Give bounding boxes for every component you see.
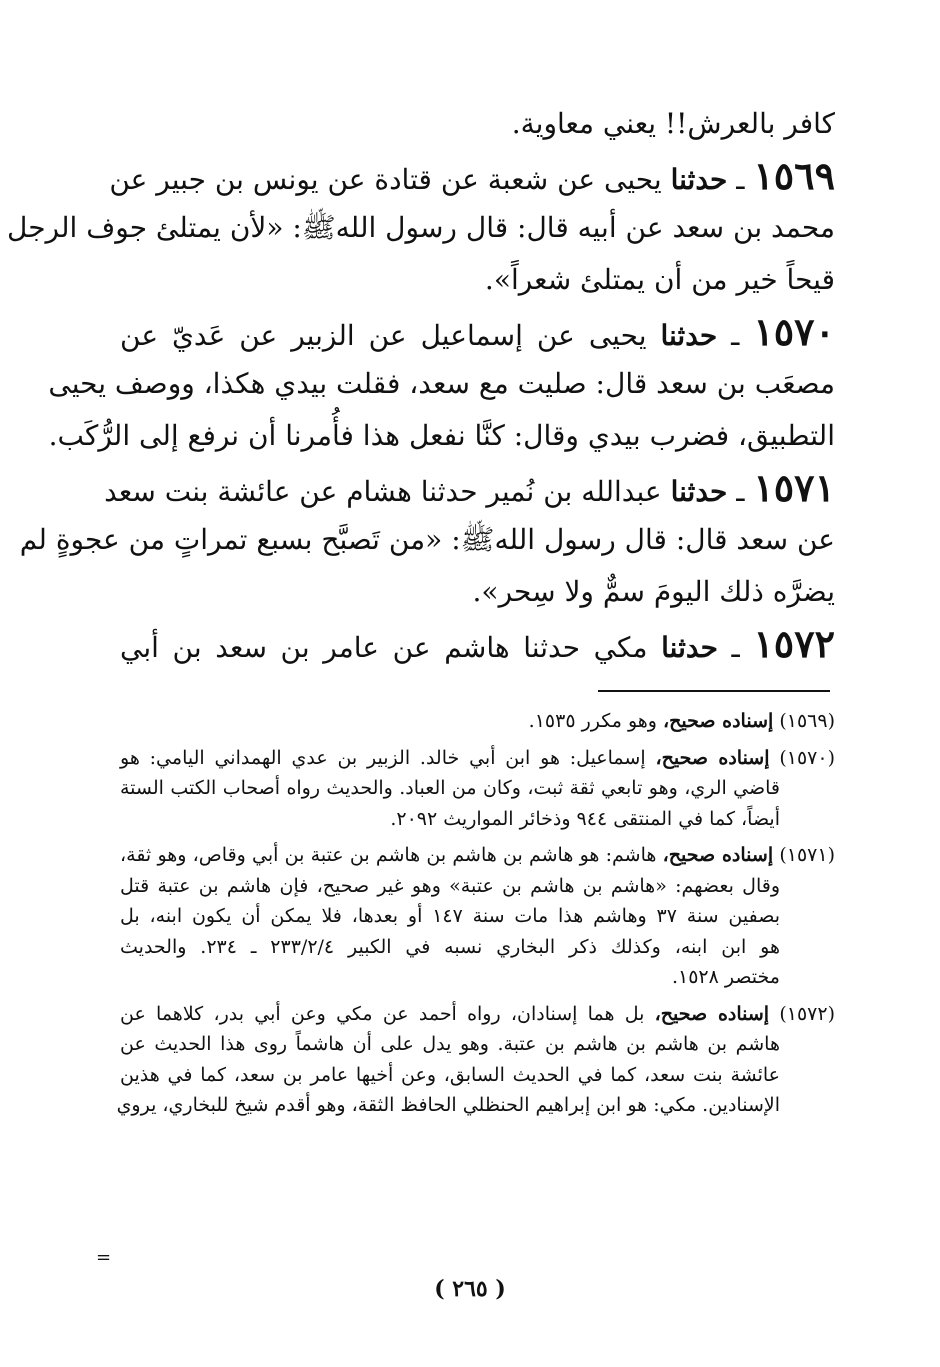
hadith-text: محمد بن سعد عن أبيه قال: قال رسول اللهﷺ: «لأن يمتلئ جوف الرجل (7, 211, 835, 244)
hadith-text: يحيى عن إسماعيل عن الزبير عن عَديّ عن (120, 319, 647, 352)
hadith-number: ١٥٧٢ (753, 621, 836, 666)
hadith-1569 (7, 150, 835, 306)
intro-line: كافر بالعرش!! يعني معاوية. (511, 107, 835, 140)
footnote-ref: (١٥٧١) (779, 844, 836, 866)
hadith-number: ١٥٧١ (753, 465, 835, 510)
hadith-text: يضرَّه ذلك اليومَ سمٌّ ولا سِحر». (472, 575, 835, 608)
hadith-separator: ـ (717, 319, 754, 352)
footnote-text: عائشة بنت سعد، كما في الحديث السابق، وعن أخيها عامر بن سعد، كما في هذين (120, 1063, 780, 1086)
hadith-separator: ـ (717, 631, 754, 664)
footnote-keyword: إسناده صحيح، (654, 1002, 770, 1025)
footnote-text: أيضاً، كما في المنتقى ٩٤٤ وذخائر المواريث ٢٠٩٢. (390, 807, 780, 830)
hadith-keyword: حدثنا (660, 319, 718, 352)
hadith-text: عبدالله بن نُمير حدثنا هشام عن عائشة بنت سعد (104, 475, 662, 508)
footnote-1571 (120, 840, 835, 993)
hadith-text: التطبيق، فضرب بيدي وقال: كنَّا نفعل هذا فأُمرنا أن نرفع إلى الرُّكَب. (48, 419, 835, 452)
hadith-text: مصعَب بن سعد قال: صليت مع سعد، فقلت بيدي هكذا، ووصف يحيى (48, 367, 835, 400)
hadith-keyword: حدثنا (661, 631, 718, 664)
footnote-text: هو ابن ابنه، وكذلك ذكر البخاري نسبه في الكبير ٢٣٣/٢/٤ ـ ٢٣٤. والحديث (120, 935, 780, 958)
footnote-text: قاضي الري، وهو تابعي ثقة ثبت، وكان من العباد. والحديث رواه أصحاب الكتب الستة (120, 777, 780, 799)
footnote-1572 (116, 999, 835, 1121)
hadith-text: عن سعد قال: قال رسول اللهﷺ: «من تَصبَّح بسبع تمراتٍ من عجوةٍ لم (19, 523, 835, 556)
hadith-1571 (19, 462, 835, 618)
footnotes (116, 706, 836, 1127)
footnote-keyword: إسناده صحيح، (663, 710, 774, 732)
footnote-text: إسماعيل: هو ابن أبي خالد. الزبير بن عدي الهمداني اليامي: هو (120, 746, 646, 769)
hadith-text: مكي حدثنا هاشم عن عامر بن سعد بن أبي (120, 631, 648, 664)
footnote-text: بل هما إسنادان، رواه أحمد عن مكي وعن أبي بدر، كلاهما عن (120, 1002, 645, 1025)
hadith-1570 (48, 306, 835, 462)
footnote-text: هاشم بن هاشم بن هاشم بن عتبة. وهو يدل على أن هاشماً روى هذا الحديث عن (120, 1033, 780, 1055)
hadith-1572 (120, 618, 835, 670)
footnote-1569 (120, 706, 835, 737)
footnote-text: وهو مكرر ١٥٣٥. (528, 710, 657, 732)
hadith-keyword: حدثنا (670, 475, 728, 508)
page-number: ( ٢٦٥ ) (434, 1276, 506, 1302)
footnote-1570 (120, 743, 835, 835)
footnote-keyword: إسناده صحيح، (655, 746, 770, 769)
footnote-text: مختصر ١٥٢٨. (671, 966, 780, 988)
continuation-marker: = (96, 1247, 112, 1268)
footnote-ref: (١٥٧٠) (779, 746, 836, 769)
hadith-separator: ـ (727, 163, 754, 196)
hadith-number: ١٥٦٩ (753, 153, 835, 198)
hadith-text: قيحاً خير من أن يمتلئ شعراً». (484, 263, 835, 296)
footnote-ref: (١٥٧٢) (779, 1002, 835, 1025)
hadith-number: ١٥٧٠ (753, 309, 835, 354)
footnote-keyword: إسناده صحيح، (662, 844, 774, 866)
footnote-text: الإسنادين. مكي: هو ابن إبراهيم الحنظلي الحافظ الثقة، وهو أقدم شيخ للبخاري، يروي (116, 1094, 780, 1116)
hadith-text: يحيى عن شعبة عن قتادة عن يونس بن جبير عن (109, 163, 662, 196)
footnote-ref: (١٥٦٩) (779, 710, 835, 732)
footnote-separator (598, 690, 830, 692)
footnote-text: بصفين سنة ٣٧ وهاشم هذا مات سنة ١٤٧ أو بعدها، فلا يمكن أن يكون ابنه، بل (120, 905, 780, 927)
main-text (7, 98, 836, 670)
hadith-keyword: حدثنا (670, 163, 728, 196)
footnote-text: وقال بعضهم: «هاشم بن هاشم بن عتبة» وهو غير صحيح، فإن هاشم بن عتبة قتل (120, 874, 780, 897)
hadith-separator: ـ (727, 475, 754, 508)
footnote-text: هاشم: هو هاشم بن هاشم بن هاشم بن عتبة بن أبي وقاص، وهو ثقة، (120, 844, 657, 866)
